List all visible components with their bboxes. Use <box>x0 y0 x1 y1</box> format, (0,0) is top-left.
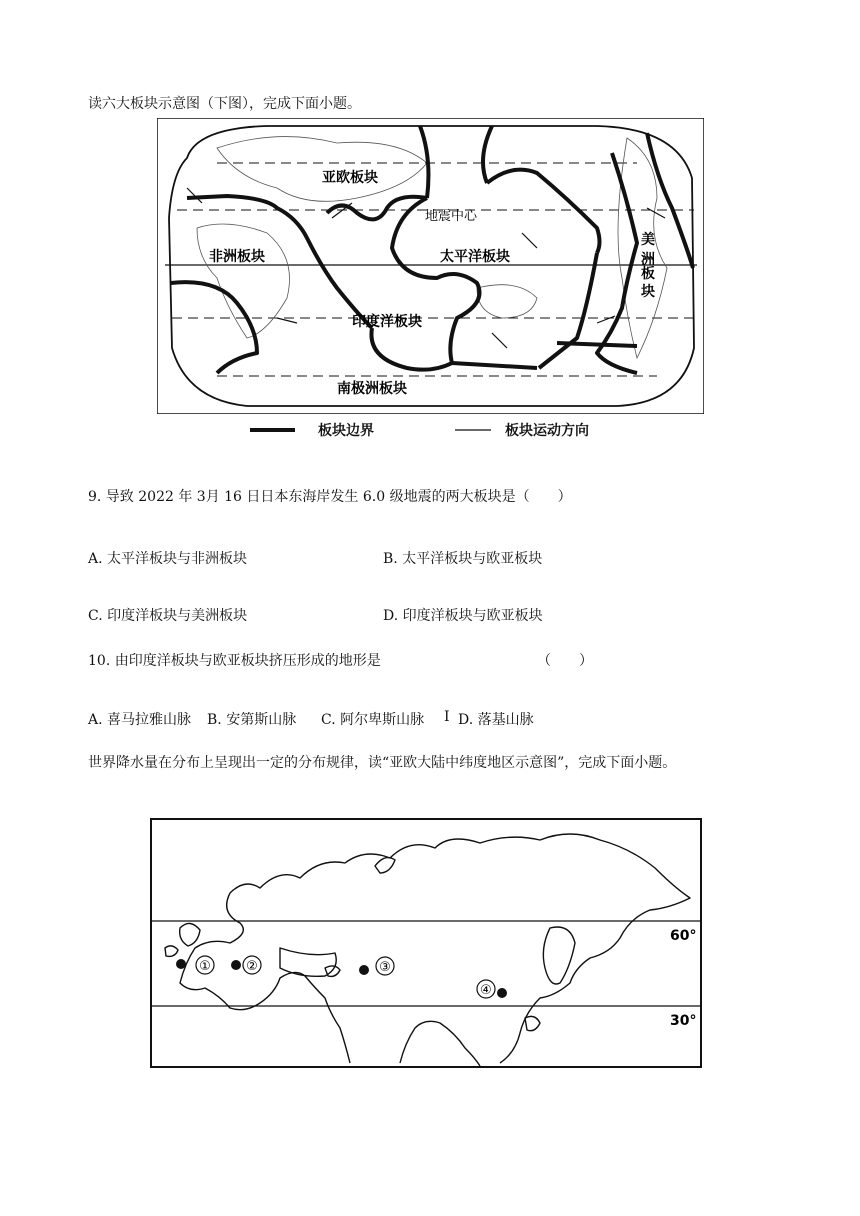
q10-option-d[interactable]: D. 落基山脉 <box>458 712 534 728</box>
plate-map <box>157 118 704 414</box>
legend-motion-label: 板块运动方向 <box>505 423 589 439</box>
legend-motion-swatch <box>455 426 491 434</box>
label-indian-plate: 印度洋板块 <box>352 314 422 330</box>
point-1-label: ① <box>199 959 211 974</box>
point-4-label: ④ <box>480 983 492 998</box>
q9-option-c[interactable]: C. 印度洋板块与美洲板块 <box>88 608 248 624</box>
q10-option-a[interactable]: A. 喜马拉雅山脉 <box>88 712 192 728</box>
q9-option-d[interactable]: D. 印度洋板块与欧亚板块 <box>383 608 543 624</box>
question-9-stem: 9. 导致 2022 年 3月 16 日日本东海岸发生 6.0 级地震的两大板块是（ ） <box>88 489 572 505</box>
point-3-label: ③ <box>379 960 391 975</box>
question-10-stem: 10. 由印度洋板块与欧亚板块挤压形成的地形是 <box>88 653 381 669</box>
legend-boundary-label: 板块边界 <box>318 423 374 439</box>
label-american-plate-4: 块 <box>641 284 655 300</box>
legend-boundary-swatch <box>250 426 295 434</box>
q10-option-c[interactable]: C. 阿尔卑斯山脉 <box>321 712 425 728</box>
label-african-plate: 非洲板块 <box>209 249 265 265</box>
q10-separator: I <box>444 709 450 725</box>
intro-text-2: 世界降水量在分布上呈现出一定的分布规律，读“亚欧大陆中纬度地区示意图”，完成下面小题。 <box>88 755 677 771</box>
q10-option-b[interactable]: B. 安第斯山脉 <box>207 712 297 728</box>
latitude-60-label: 60° <box>670 928 697 944</box>
label-american-plate-1: 美 <box>641 232 655 248</box>
latitude-30-label: 30° <box>670 1013 697 1029</box>
label-american-plate-3: 板 <box>641 266 655 282</box>
q9-option-a[interactable]: A. 太平洋板块与非洲板块 <box>88 551 248 567</box>
intro-text-1: 读六大板块示意图（下图），完成下面小题。 <box>88 96 361 112</box>
eurasia-map <box>150 818 702 1068</box>
point-2-label: ② <box>246 959 258 974</box>
label-eurasian-plate: 亚欧板块 <box>322 170 378 186</box>
label-antarctic-plate: 南极洲板块 <box>337 381 407 397</box>
label-pacific-plate: 太平洋板块 <box>440 249 510 265</box>
q10-answer-paren: （ ） <box>537 653 593 669</box>
label-american-plate-2: 洲 <box>641 252 655 268</box>
label-epicenter: 地震中心 <box>425 209 478 224</box>
q9-option-b[interactable]: B. 太平洋板块与欧亚板块 <box>383 551 543 567</box>
